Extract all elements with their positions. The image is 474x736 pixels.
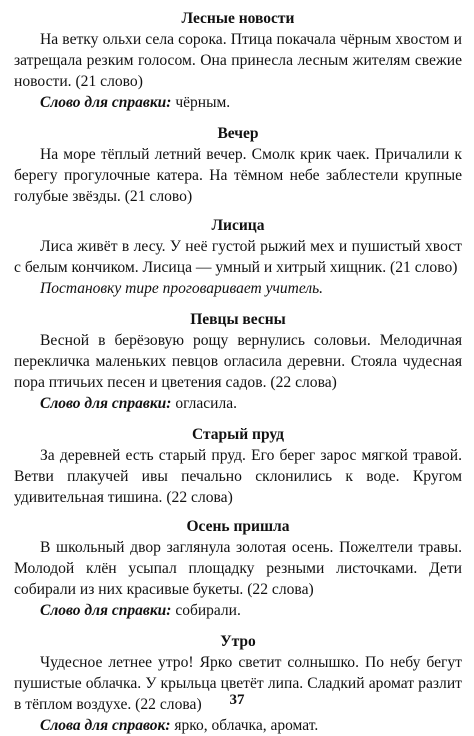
reference-value: собирали. xyxy=(175,602,241,619)
section-title: Осень пришла xyxy=(186,518,290,535)
section-text: Чудесное летнее утро! Ярко светит солнышко. По небу бегут пушистые облачка. У крыльца цветёт липа. Сладкий аромат разлит в тёплом воздухе. (22 слова) xyxy=(14,654,462,713)
section-text: Лиса живёт в лесу. У неё густой рыжий мех и пушистый хвост с белым кончиком. Лисица — умный и хитрый хищник. (21 слово) xyxy=(14,238,462,276)
reference-value: ярко, облачка, аромат. xyxy=(174,717,319,734)
dictation-forest-news xyxy=(14,8,462,113)
reference-label: Слова для справок: xyxy=(40,717,171,734)
reference-note xyxy=(14,600,462,621)
section-text: Весной в берёзовую рощу вернулись соловьи. Мелодичная перекличка маленьких певцов огласила деревни. Стояла чудесная пора птичьих песен и цветения садов. (22 слова) xyxy=(14,332,462,391)
section-text: На море тёплый летний вечер. Смолк крик чаек. Причалили к берегу прогулочные катера. На тёмном небе заблестели крупные голубые звёзды. (21 слово) xyxy=(14,146,462,205)
reference-value: чёрным. xyxy=(175,94,231,111)
dictation-autumn-came xyxy=(14,516,462,621)
section-title: Лесные новости xyxy=(181,10,295,27)
section-text: На ветку ольхи села сорока. Птица покачала чёрным хвостом и затрещала резким голосом. Она принесла лесным жителям свежие новости. (21 слово) xyxy=(14,31,462,90)
dictation-spring-singers xyxy=(14,309,462,414)
dictation-evening xyxy=(14,123,462,207)
reference-label: Слово для справки: xyxy=(40,602,172,619)
reference-note xyxy=(14,393,462,414)
section-title: Лисица xyxy=(211,217,265,234)
teacher-note: Постановку тире проговаривает учитель. xyxy=(40,280,324,297)
section-title: Певцы весны xyxy=(190,311,286,328)
dictation-old-pond xyxy=(14,424,462,508)
section-text: В школьный двор заглянула золотая осень. Пожелтели травы. Молодой клён усыпал площадку резными листочками. Дети собирали из них красивые букеты. (22 слова) xyxy=(14,539,462,598)
page-number: 37 xyxy=(229,692,245,708)
section-title: Старый пруд xyxy=(191,426,285,443)
document-page xyxy=(14,8,462,736)
reference-label: Слово для справки: xyxy=(40,94,172,111)
dictation-morning xyxy=(14,631,462,736)
section-text: За деревней есть старый пруд. Его берег зарос мягкой травой. Ветви плакучей ивы печально склонились к воде. Кругом удивительная тишина. (22 слова) xyxy=(14,447,462,506)
reference-note xyxy=(14,92,462,113)
reference-note xyxy=(14,715,462,736)
section-title: Вечер xyxy=(217,125,259,142)
reference-label: Слово для справки: xyxy=(40,395,172,412)
reference-value: огласила. xyxy=(175,395,237,412)
dictation-fox xyxy=(14,215,462,299)
section-title: Утро xyxy=(220,633,256,650)
